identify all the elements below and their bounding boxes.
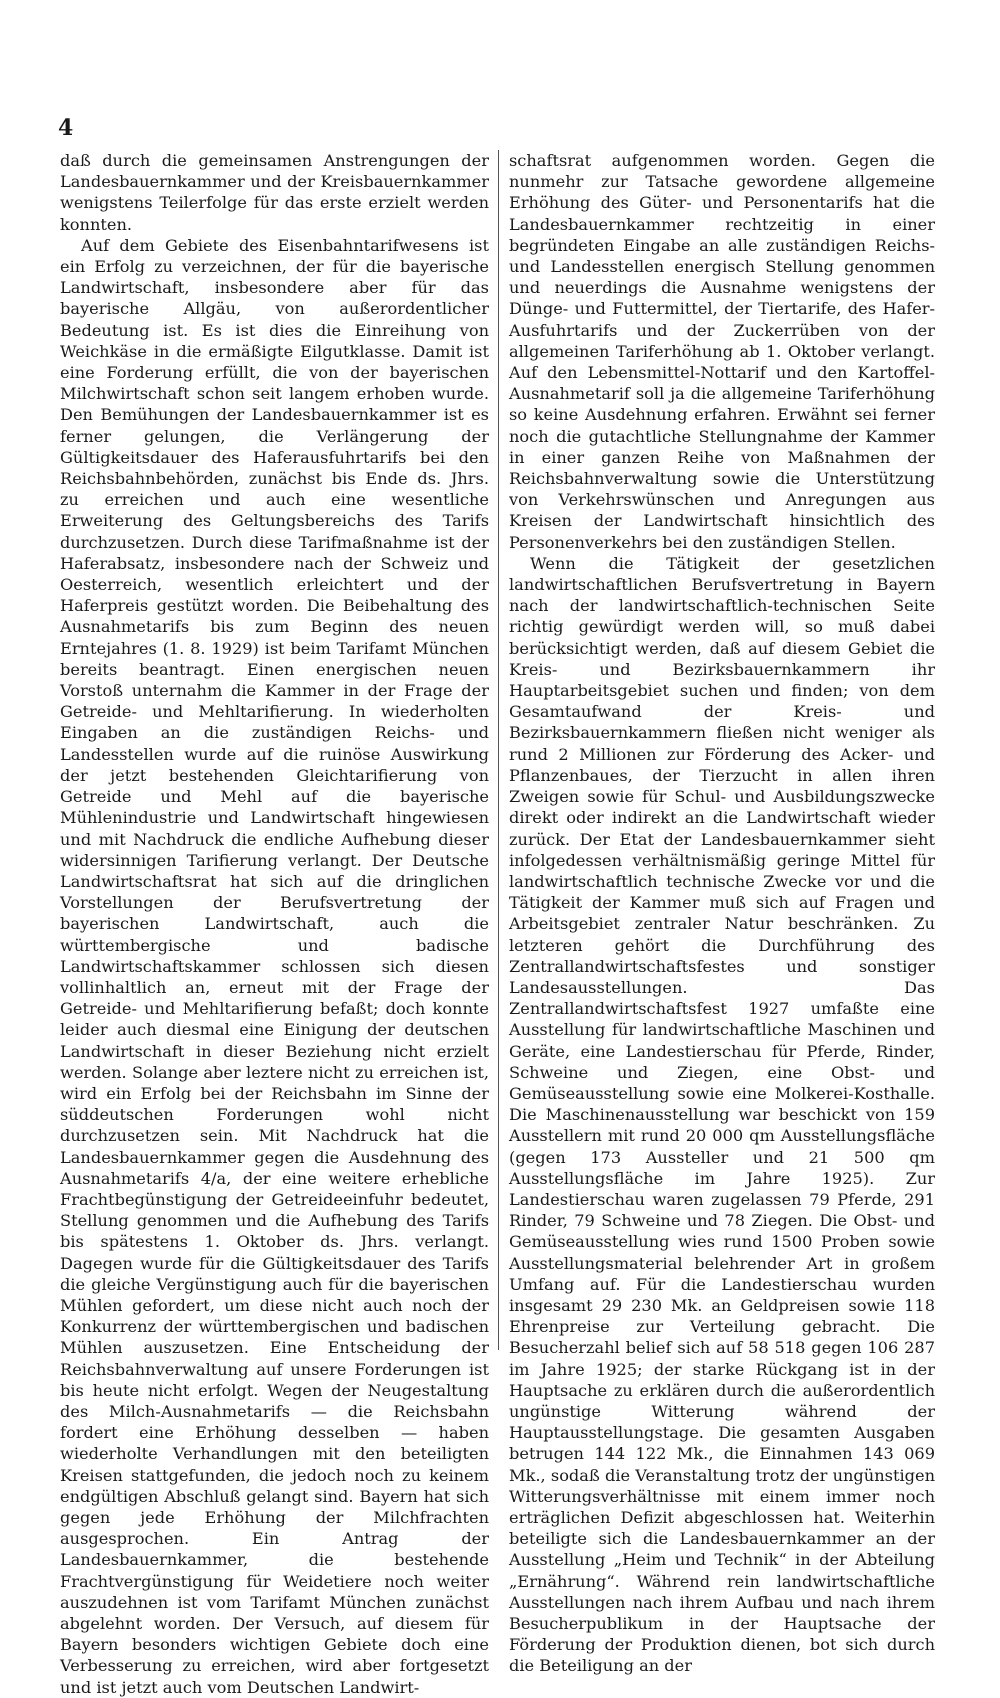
paragraph: Wenn die Tätigkeit der gesetzlichen landwirtschaftlichen Berufsvertretung in Bayern nach der landwirtschaftlich-technischen Seite richtig gewürdigt werden will, so muß dabei berücksichtigt werden, daß auf diesem Gebiet die Kreis- und Bezirksbauernkammern ihr Hauptarbeitsgebiet suchen und finden; von dem Gesamtaufwand der Kreis- und Bezirksbauernkammern fließen nicht weniger als rund 2 Millionen zur Förderung des Acker- und Pflanzenbaues, der Tierzucht in allen ihren Zweigen sowie für Schul- und Ausbildungszwecke direkt oder indirekt an die Landwirtschaft wieder zurück. Der Etat der Landesbauernkammer sieht infolgedessen verhältnismäßig geringe Mittel für landwirtschaftlich technische Zwecke vor und die Tätigkeit der Kammer muß sich auf Fragen und Arbeitsgebiet zentraler Natur beschränken. Zu letzteren gehört die Durchführung des Zentrallandwirtschaftsfestes und sonstiger Landesausstellungen. Das Zentrallandwirtschaftsfest 1927 umfaßte eine Ausstellung für landwirtschaftliche Maschinen und Geräte, eine Landestierschau für Pferde, Rinder, Schweine und Ziegen, eine Obst- und Gemüseausstellung sowie eine Molkerei-Kosthalle. Die Maschinenausstellung war beschickt von 159 Ausstellern mit rund 20 000 qm Ausstellungsfläche (gegen 173 Aussteller und 21 500 qm Ausstellungsfläche im Jahre 1925). Zur Landestierschau waren zugelassen 79 Pferde, 291 Rinder, 79 Schweine und 78 Ziegen. Die Obst- und Gemüseausstellung wies rund 1500 Proben sowie Ausstellungsmaterial belehrender Art in großem Umfang auf. Für die Landestierschau wurden insgesamt 29 230 Mk. an Geldpreisen sowie 118 Ehrenpreise zur Verteilung gebracht. Die Besucherzahl belief sich auf 58 518 gegen 106 287 im Jahre 1925; der starke Rückgang ist in der Hauptsache zu erklären durch die außerordentlich ungünstige Witterung während der Hauptausstellungstage. Die gesamten Ausgaben betrugen 144 122 Mk., die Einnahmen 143 069 Mk., sodaß die Veranstaltung trotz der ungünstigen Witterungsverhältnisse mit einem immer noch erträglichen Defizit abgeschlossen hat. Weiterhin beteiligte sich die Landesbauernkammer an der Ausstellung „Heim und Technik“ in der Abteilung „Ernährung“. Während rein landwirtschaftliche Ausstellungen nach ihrem Aufbau und nach ihrem Besucherpublikum in der Hauptsache der Förderung der Produktion dienen, bot sich durch die Beteiligung an der bbox=[509, 553, 935, 1676]
page-number: 4 bbox=[58, 115, 74, 141]
text-column-right bbox=[509, 150, 935, 1676]
column-divider bbox=[498, 150, 499, 1350]
paragraph: Auf dem Gebiete des Eisenbahntarifwesens ist ein Erfolg zu verzeichnen, der für die bayerische Landwirtschaft, insbesondere aber für das bayerische Allgäu, von außerordentlicher Bedeutung ist. Es ist dies die Einreihung von Weichkäse in die ermäßigte Eilgutklasse. Damit ist eine Forderung erfüllt, die von der bayerischen Milchwirtschaft schon seit langem erhoben wurde. Den Bemühungen der Landesbauernkammer ist es ferner gelungen, die Verlängerung der Gültigkeitsdauer des Haferausfuhrtarifs bei den Reichsbahnbehörden, zunächst bis Ende ds. Jhrs. zu erreichen und auch eine wesentliche Erweiterung des Geltungsbereichs des Tarifs durchzusetzen. Durch diese Tarifmaßnahme ist der Haferabsatz, insbesondere nach der Schweiz und Oesterreich, wesentlich erleichtert und der Haferpreis gestützt worden. Die Beibehaltung des Ausnahmetarifs bis zum Beginn des neuen Erntejahres (1. 8. 1929) ist beim Tarifamt München bereits beantragt. Einen energischen neuen Vorstoß unternahm die Kammer in der Frage der Getreide- und Mehltarifierung. In wiederholten Eingaben an die zuständigen Reichs- und Landesstellen wurde auf die ruinöse Auswirkung der jetzt bestehenden Gleichtarifierung von Getreide und Mehl auf die bayerische Mühlenindustrie und Landwirtschaft hingewiesen und mit Nachdruck die endliche Aufhebung dieser widersinnigen Tarifierung verlangt. Der Deutsche Landwirtschaftsrat hat sich auf die dringlichen Vorstellungen der Berufsvertretung der bayerischen Landwirtschaft, auch die württembergische und badische Landwirtschaftskammer schlossen sich diesen vollinhaltlich an, erneut mit der Frage der Getreide- und Mehltarifierung befaßt; doch konnte leider auch diesmal eine Einigung der deutschen Landwirtschaft in dieser Beziehung nicht erzielt werden. Solange aber leztere nicht zu erreichen ist, wird ein Erfolg bei der Reichsbahn im Sinne der süddeutschen Forderungen wohl nicht durchzusetzen sein. Mit Nachdruck hat die Landesbauernkammer gegen die Ausdehnung des Ausnahmetarifs 4/a, der eine weitere erhebliche Frachtbegünstigung der Getreideeinfuhr bedeutet, Stellung genommen und die Aufhebung des Tarifs bis spätestens 1. Oktober ds. Jhrs. verlangt. Dagegen wurde für die Gültigkeitsdauer des Tarifs die gleiche Vergünstigung auch für die bayerischen Mühlen gefordert, um diese nicht auch noch der Konkurrenz der württembergischen und badischen Mühlen auszusetzen. Eine Entscheidung der Reichsbahnverwaltung auf unsere Forderungen ist bis heute nicht erfolgt. Wegen der Neugestaltung des Milch-Ausnahmetarifs — die Reichsbahn fordert eine Erhöhung desselben — haben wiederholte Verhandlungen mit den beteiligten Kreisen stattgefunden, die jedoch noch zu keinem endgültigen Abschluß gelangt sind. Bayern hat sich gegen jede Erhöhung der Milchfrachten ausgesprochen. Ein Antrag der Landesbauernkammer, die bestehende Frachtvergünstigung für Weidetiere noch weiter auszudehnen ist vom Tarifamt München zunächst abgelehnt worden. Der Versuch, auf diesem für Bayern besonders wichtigen Gebiete doch eine Verbesserung zu erreichen, wird aber fortgesetzt und ist jetzt auch vom Deutschen Landwirt- bbox=[60, 235, 489, 1697]
text-column-left bbox=[60, 150, 489, 1697]
paragraph: schaftsrat aufgenommen worden. Gegen die nunmehr zur Tatsache gewordene allgemeine Erhöhung des Güter- und Personentarifs hat die Landesbauernkammer rechtzeitig in einer begründeten Eingabe an alle zuständigen Reichs- und Landesstellen energisch Stellung genommen und neuerdings die Ausnahme wenigstens der Dünge- und Futtermittel, der Tiertarife, des Hafer-Ausfuhrtarifs und der Zuckerrüben von der allgemeinen Tariferhöhung ab 1. Oktober verlangt. Auf den Lebensmittel-Nottarif und den Kartoffel-Ausnahmetarif soll ja die allgemeine Tariferhöhung so keine Ausdehnung erfahren. Erwähnt sei ferner noch die gutachtliche Stellungnahme der Kammer in einer ganzen Reihe von Maßnahmen der Reichsbahnverwaltung sowie die Unterstützung von Verkehrswünschen und Anregungen aus Kreisen der Landwirtschaft hinsichtlich des Personenverkehrs bei den zuständigen Stellen. bbox=[509, 151, 935, 552]
paragraph: daß durch die gemeinsamen Anstrengungen der Landesbauernkammer und der Kreisbauernkammer wenigstens Teilerfolge für das erste erzielt werden konnten. bbox=[60, 151, 489, 234]
